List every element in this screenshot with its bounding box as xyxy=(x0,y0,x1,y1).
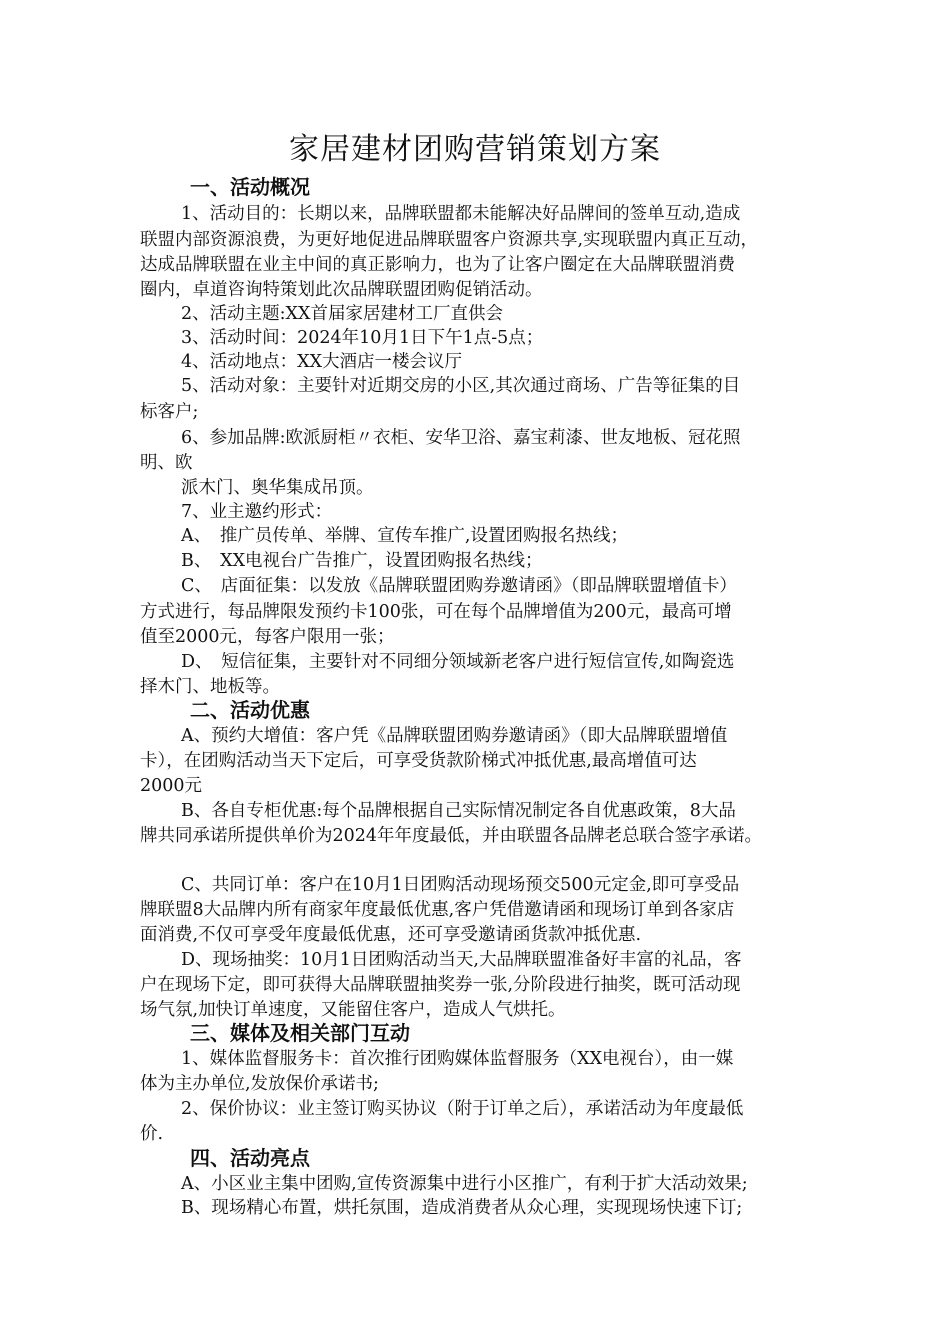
paragraph-line: 择木门、地板等。 xyxy=(140,677,280,697)
paragraph-line: 牌联盟8大品牌内所有商家年度最低优惠,客户凭借邀请函和现场订单到各家店 xyxy=(140,900,735,920)
paragraph-line: 面消费,不仅可享受年度最低优惠，还可享受邀请函货款冲抵优惠. xyxy=(140,925,642,945)
paragraph-line: 户在现场下定，即可获得大品牌联盟抽奖券一张,分阶段进行抽奖，既可活动现 xyxy=(140,975,741,995)
paragraph-line: 联盟内部资源浪费，为更好地促进品牌联盟客户资源共享,实现联盟内真正互动， xyxy=(140,230,759,250)
list-item: B、 XX电视台广告推广，设置团购报名热线； xyxy=(181,551,543,571)
list-item: B、现场精心布置，烘托氛围，造成消费者从众心理，实现现场快速下订; xyxy=(181,1198,743,1218)
paragraph-line: 2、活动主题:XX首届家居建材工厂直供会 xyxy=(181,304,503,324)
paragraph-line: 7、业主邀约形式： xyxy=(181,502,333,522)
paragraph-line: 达成品牌联盟在业主中间的真正影响力，也为了让客户圈定在大品牌联盟消费 xyxy=(140,255,735,275)
paragraph-line: 标客户; xyxy=(140,402,199,422)
list-item: B、各自专柜优惠:每个品牌根据自己实际情况制定各自优惠政策，8大品 xyxy=(181,801,736,821)
list-item: A、预约大增值：客户凭《品牌联盟团购券邀请函》（即大品牌联盟增值 xyxy=(181,726,728,746)
section-heading-overview: 一、活动概况 xyxy=(190,175,310,199)
list-item: D、现场抽奖：10月1日团购活动当天,大品牌联盟准备好丰富的礼品，客 xyxy=(181,950,742,970)
document-title: 家居建材团购营销策划方案 xyxy=(289,132,661,167)
paragraph-line: 1、媒体监督服务卡：首次推行团购媒体监督服务（XX电视台），由一媒 xyxy=(181,1049,734,1069)
paragraph-line: 4、活动地点：XX大酒店一楼会议厅 xyxy=(181,352,463,372)
list-item: A、 推广员传单、举牌、宣传车推广,设置团购报名热线； xyxy=(181,526,628,546)
list-item: A、小区业主集中团购,宣传资源集中进行小区推广，有利于扩大活动效果; xyxy=(181,1174,748,1194)
paragraph-line: 派木门、奥华集成吊顶。 xyxy=(181,478,374,498)
paragraph-line: 3、活动时间：2024年10月1日下午1点-5点； xyxy=(181,328,544,348)
paragraph-line: 2000元 xyxy=(140,776,203,796)
paragraph-line: 明、欧 xyxy=(140,453,193,473)
list-item: D、 短信征集，主要针对不同细分领域新老客户进行短信宣传,如陶瓷选 xyxy=(181,652,735,672)
section-heading-discounts: 二、活动优惠 xyxy=(190,698,310,722)
paragraph-line: 价. xyxy=(140,1124,164,1144)
paragraph-line: 圈内，卓道咨询特策划此次品牌联盟团购促销活动。 xyxy=(140,280,543,300)
paragraph-line: 2、保价协议：业主签订购买协议（附于订单之后），承诺活动为年度最低 xyxy=(181,1099,744,1119)
paragraph-line: 值至2000元，每客户限用一张； xyxy=(140,627,395,647)
list-item: C、 店面征集：以发放《品牌联盟团购券邀请函》（即品牌联盟增值卡） xyxy=(181,576,737,596)
paragraph-line: 牌共同承诺所提供单价为2024年年度最低，并由联盟各品牌老总联合签字承诺。 xyxy=(140,826,763,846)
section-heading-highlights: 四、活动亮点 xyxy=(190,1146,310,1170)
section-heading-media: 三、媒体及相关部门互动 xyxy=(190,1021,410,1045)
paragraph-line: 卡），在团购活动当天下定后，可享受货款阶梯式冲抵优惠,最高增值可达 xyxy=(140,751,697,771)
paragraph-line: 体为主办单位,发放保价承诺书; xyxy=(140,1074,379,1094)
paragraph-line: 场气氛,加快订单速度，又能留住客户，造成人气烘托。 xyxy=(140,1000,566,1020)
paragraph-line: 方式进行，每品牌限发预约卡100张，可在每个品牌增值为200元，最高可增 xyxy=(140,602,732,622)
list-item: C、共同订单：客户在10月1日团购活动现场预交500元定金,即可享受品 xyxy=(181,875,740,895)
paragraph-line: 1、活动目的：长期以来，品牌联盟都未能解决好品牌间的签单互动,造成 xyxy=(181,204,741,224)
paragraph-line: 5、活动对象：主要针对近期交房的小区,其次通过商场、广告等征集的目 xyxy=(181,376,741,396)
paragraph-line: 6、参加品牌:欧派厨柜〃衣柜、安华卫浴、嘉宝莉漆、世友地板、冠花照 xyxy=(181,428,741,448)
